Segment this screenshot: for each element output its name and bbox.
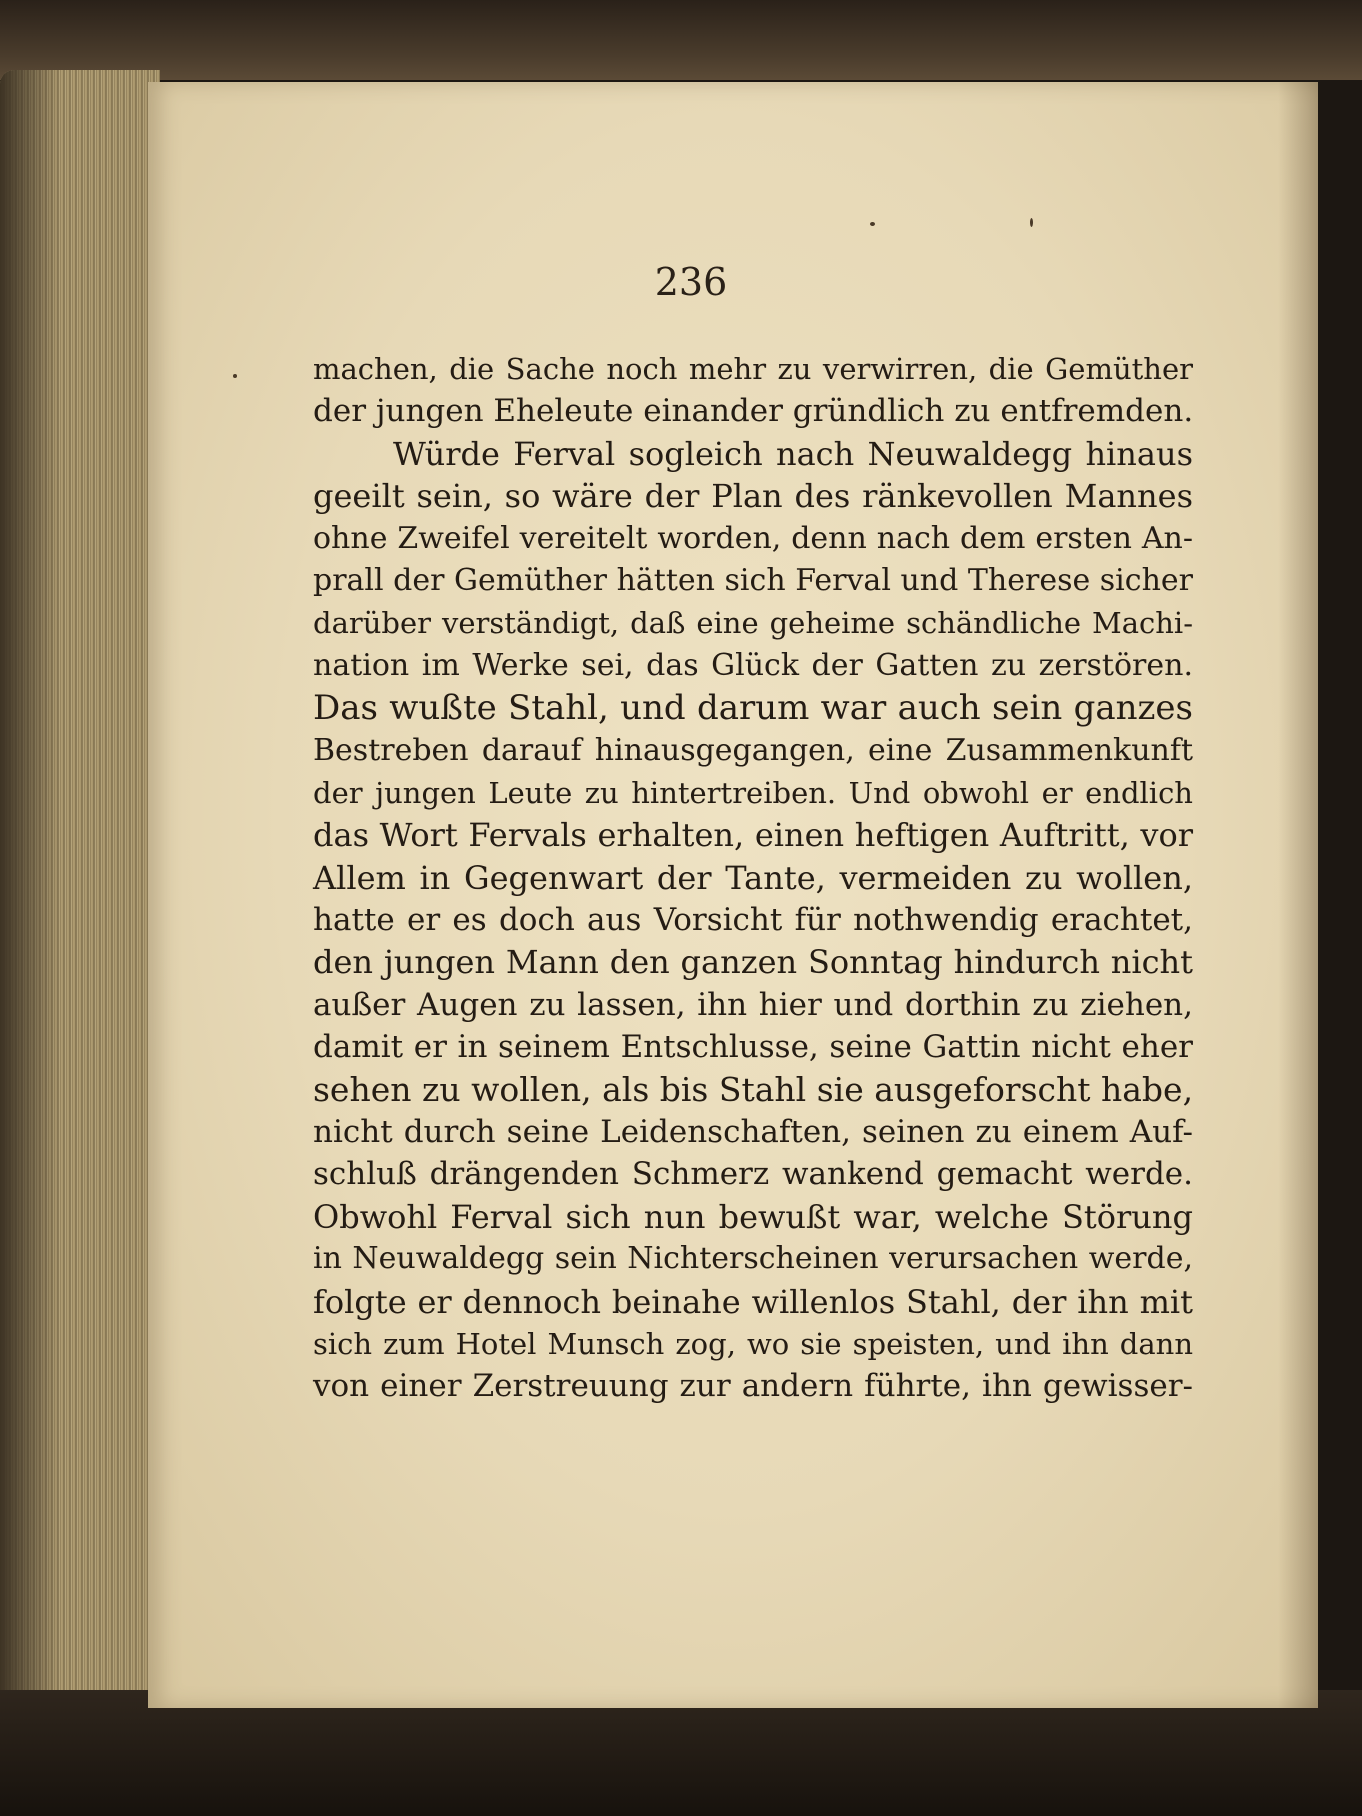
page-edges bbox=[0, 70, 160, 1710]
text-line: hatte er es doch aus Vorsicht für nothwendig erachtet, bbox=[313, 902, 1193, 939]
body-text bbox=[313, 348, 1193, 1408]
text-line: Allem in Gegenwart der Tante, vermeiden zu wollen, bbox=[313, 858, 1193, 897]
text-line: nicht durch seine Leidenschaften, seinen zu einem Auf- bbox=[313, 1114, 1193, 1151]
text-line: den jungen Mann den ganzen Sonntag hindurch nicht bbox=[313, 943, 1193, 982]
text-line: darüber verständigt, daß eine geheime schändliche Machi- bbox=[313, 606, 1193, 641]
text-line: ohne Zweifel vereitelt worden, denn nach dem ersten An- bbox=[313, 520, 1193, 556]
text-line: das Wort Fervals erhalten, einen heftigen Auftritt, vor bbox=[313, 816, 1193, 855]
paper-speck bbox=[1030, 218, 1033, 227]
text-line: schluß drängenden Schmerz wankend gemacht werde. bbox=[313, 1156, 1193, 1193]
page-number: 236 bbox=[654, 260, 728, 304]
paper-speck bbox=[870, 222, 875, 226]
text-line: Würde Ferval sogleich nach Neuwaldegg hinaus bbox=[393, 434, 1193, 473]
text-line: der jungen Eheleute einander gründlich zu entfremden. bbox=[313, 393, 1194, 430]
text-line: von einer Zerstreuung zur andern führte, ihn gewisser- bbox=[313, 1368, 1193, 1405]
text-line: geeilt sein, so wäre der Plan des ränkevollen Mannes bbox=[313, 477, 1193, 516]
page-gutter bbox=[1278, 82, 1318, 1708]
text-line: in Neuwaldegg sein Nichterscheinen verursachen werde, bbox=[313, 1241, 1193, 1277]
text-line: folgte er dennoch beinahe willenlos Stahl, der ihn mit bbox=[313, 1282, 1193, 1321]
text-line: Obwohl Ferval sich nun bewußt war, welche Störung bbox=[313, 1197, 1193, 1236]
text-line: außer Augen zu lassen, ihn hier und dorthin zu ziehen, bbox=[313, 986, 1193, 1023]
book-cover-bottom bbox=[0, 1690, 1362, 1816]
book-cover-top bbox=[0, 0, 1362, 80]
text-line: Das wußte Stahl, und darum war auch sein ganzes bbox=[313, 688, 1193, 729]
text-line: nation im Werke sei, das Glück der Gatten zu zerstören. bbox=[313, 647, 1193, 683]
text-line: Bestreben darauf hinausgegangen, eine Zusammenkunft bbox=[313, 732, 1193, 768]
text-line: prall der Gemüther hätten sich Ferval und Therese sicher bbox=[313, 562, 1193, 598]
book-page bbox=[148, 82, 1318, 1708]
text-line: der jungen Leute zu hintertreiben. Und obwohl er endlich bbox=[313, 775, 1193, 810]
text-line: machen, die Sache noch mehr zu verwirren, die Gemüther bbox=[313, 352, 1193, 386]
text-line: damit er in seinem Entschlusse, seine Gattin nicht eher bbox=[313, 1029, 1193, 1066]
text-line: sehen zu wollen, als bis Stahl sie ausgeforscht habe, bbox=[313, 1069, 1194, 1109]
paper-speck bbox=[233, 374, 237, 378]
text-line: sich zum Hotel Munsch zog, wo sie speisten, und ihn dann bbox=[313, 1326, 1193, 1361]
